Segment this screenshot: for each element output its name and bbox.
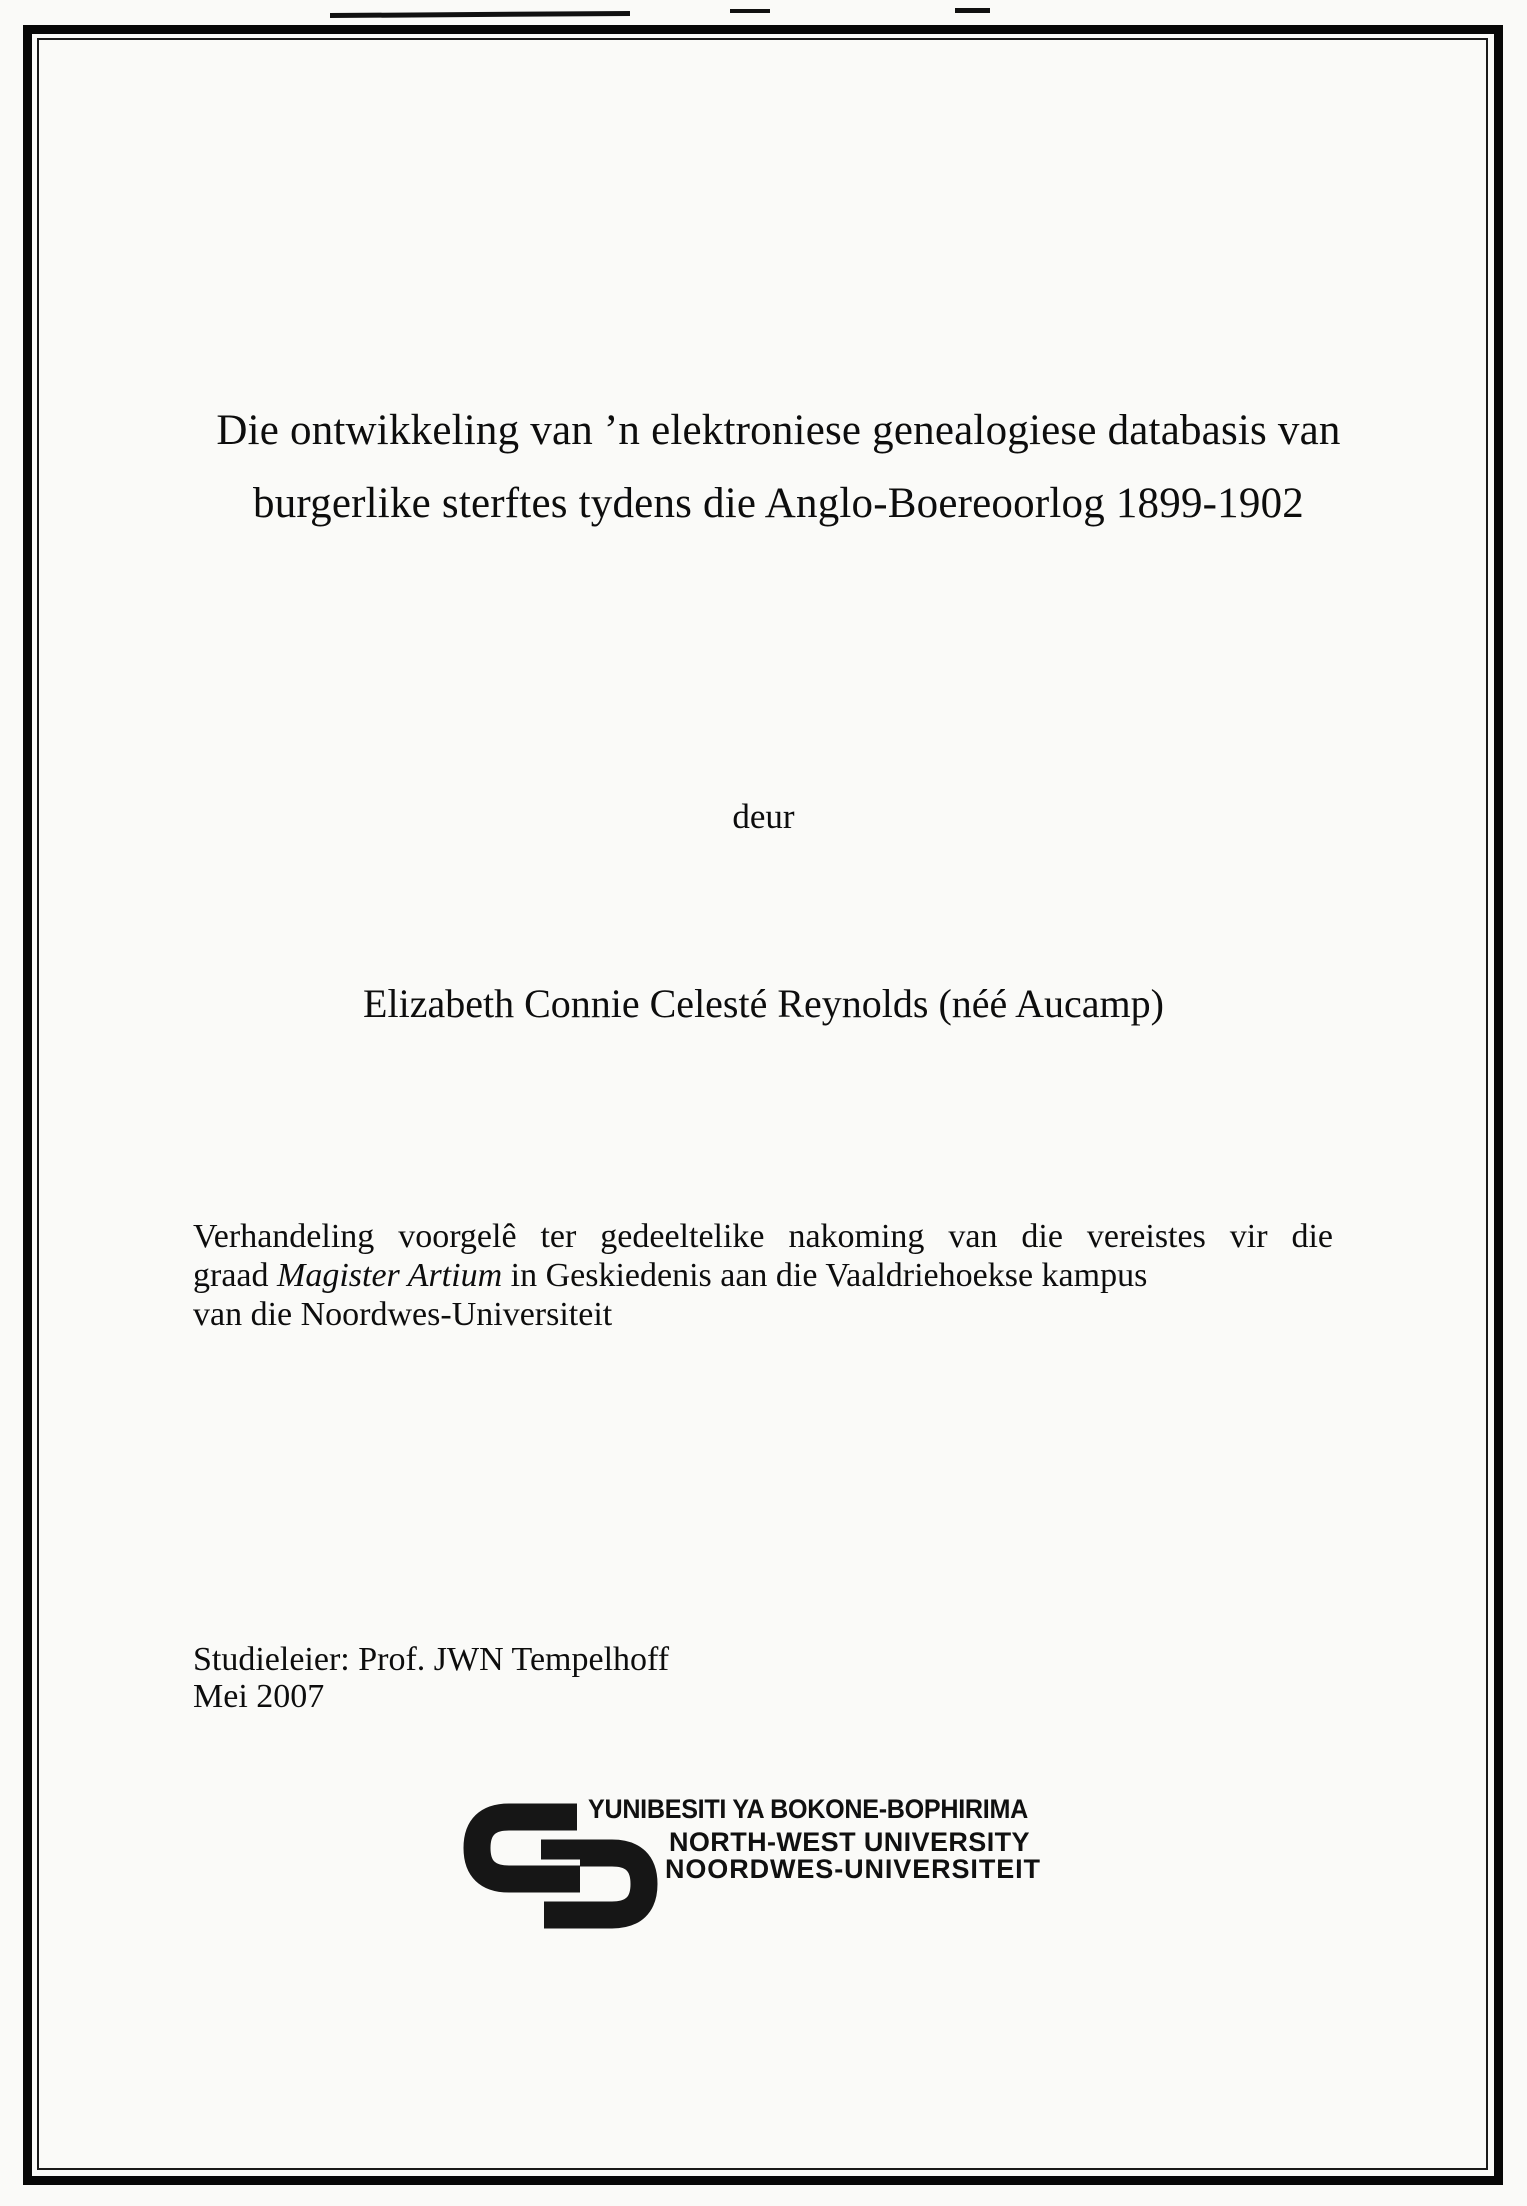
title-line-1: Die ontwikkeling van ’n elektroniese genealogiese databasis van [216, 407, 1341, 454]
date-line: Mei 2007 [193, 1678, 325, 1715]
statement-line-2 [193, 1256, 1333, 1295]
page-title [190, 394, 1367, 540]
statement-line-2-suffix: in Geskiedenis aan die Vaaldriehoekse kampus [502, 1257, 1148, 1294]
degree-name-italic: Magister Artium [277, 1257, 503, 1294]
logo-text-setswana: YUNIBESITI YA BOKONE-BOPHIRIMA [588, 1794, 1028, 1824]
author-name: Elizabeth Connie Celesté Reynolds (néé Aucamp) [363, 981, 1164, 1026]
scan-artifact [955, 8, 990, 13]
title-line-2: burgerlike sterftes tydens die Anglo-Boereoorlog 1899-1902 [253, 480, 1304, 527]
supervisor-block [193, 1641, 669, 1715]
logo-text-english: NORTH-WEST UNIVERSITY [669, 1827, 1030, 1857]
statement-line-3: van die Noordwes-Universiteit [193, 1296, 613, 1333]
statement-line-1: Verhandeling voorgelê ter gedeeltelike nakoming van die vereistes vir die [193, 1218, 1333, 1255]
statement-line-2-prefix: graad [193, 1257, 278, 1294]
logo-text-afrikaans: NOORDWES-UNIVERSITEIT [665, 1854, 1041, 1884]
thesis-statement [193, 1217, 1333, 1334]
scan-artifact [330, 11, 630, 18]
supervisor-line: Studieleier: Prof. JWN Tempelhoff [193, 1641, 670, 1678]
byline-label: deur [732, 797, 795, 836]
scan-artifact [730, 9, 770, 13]
